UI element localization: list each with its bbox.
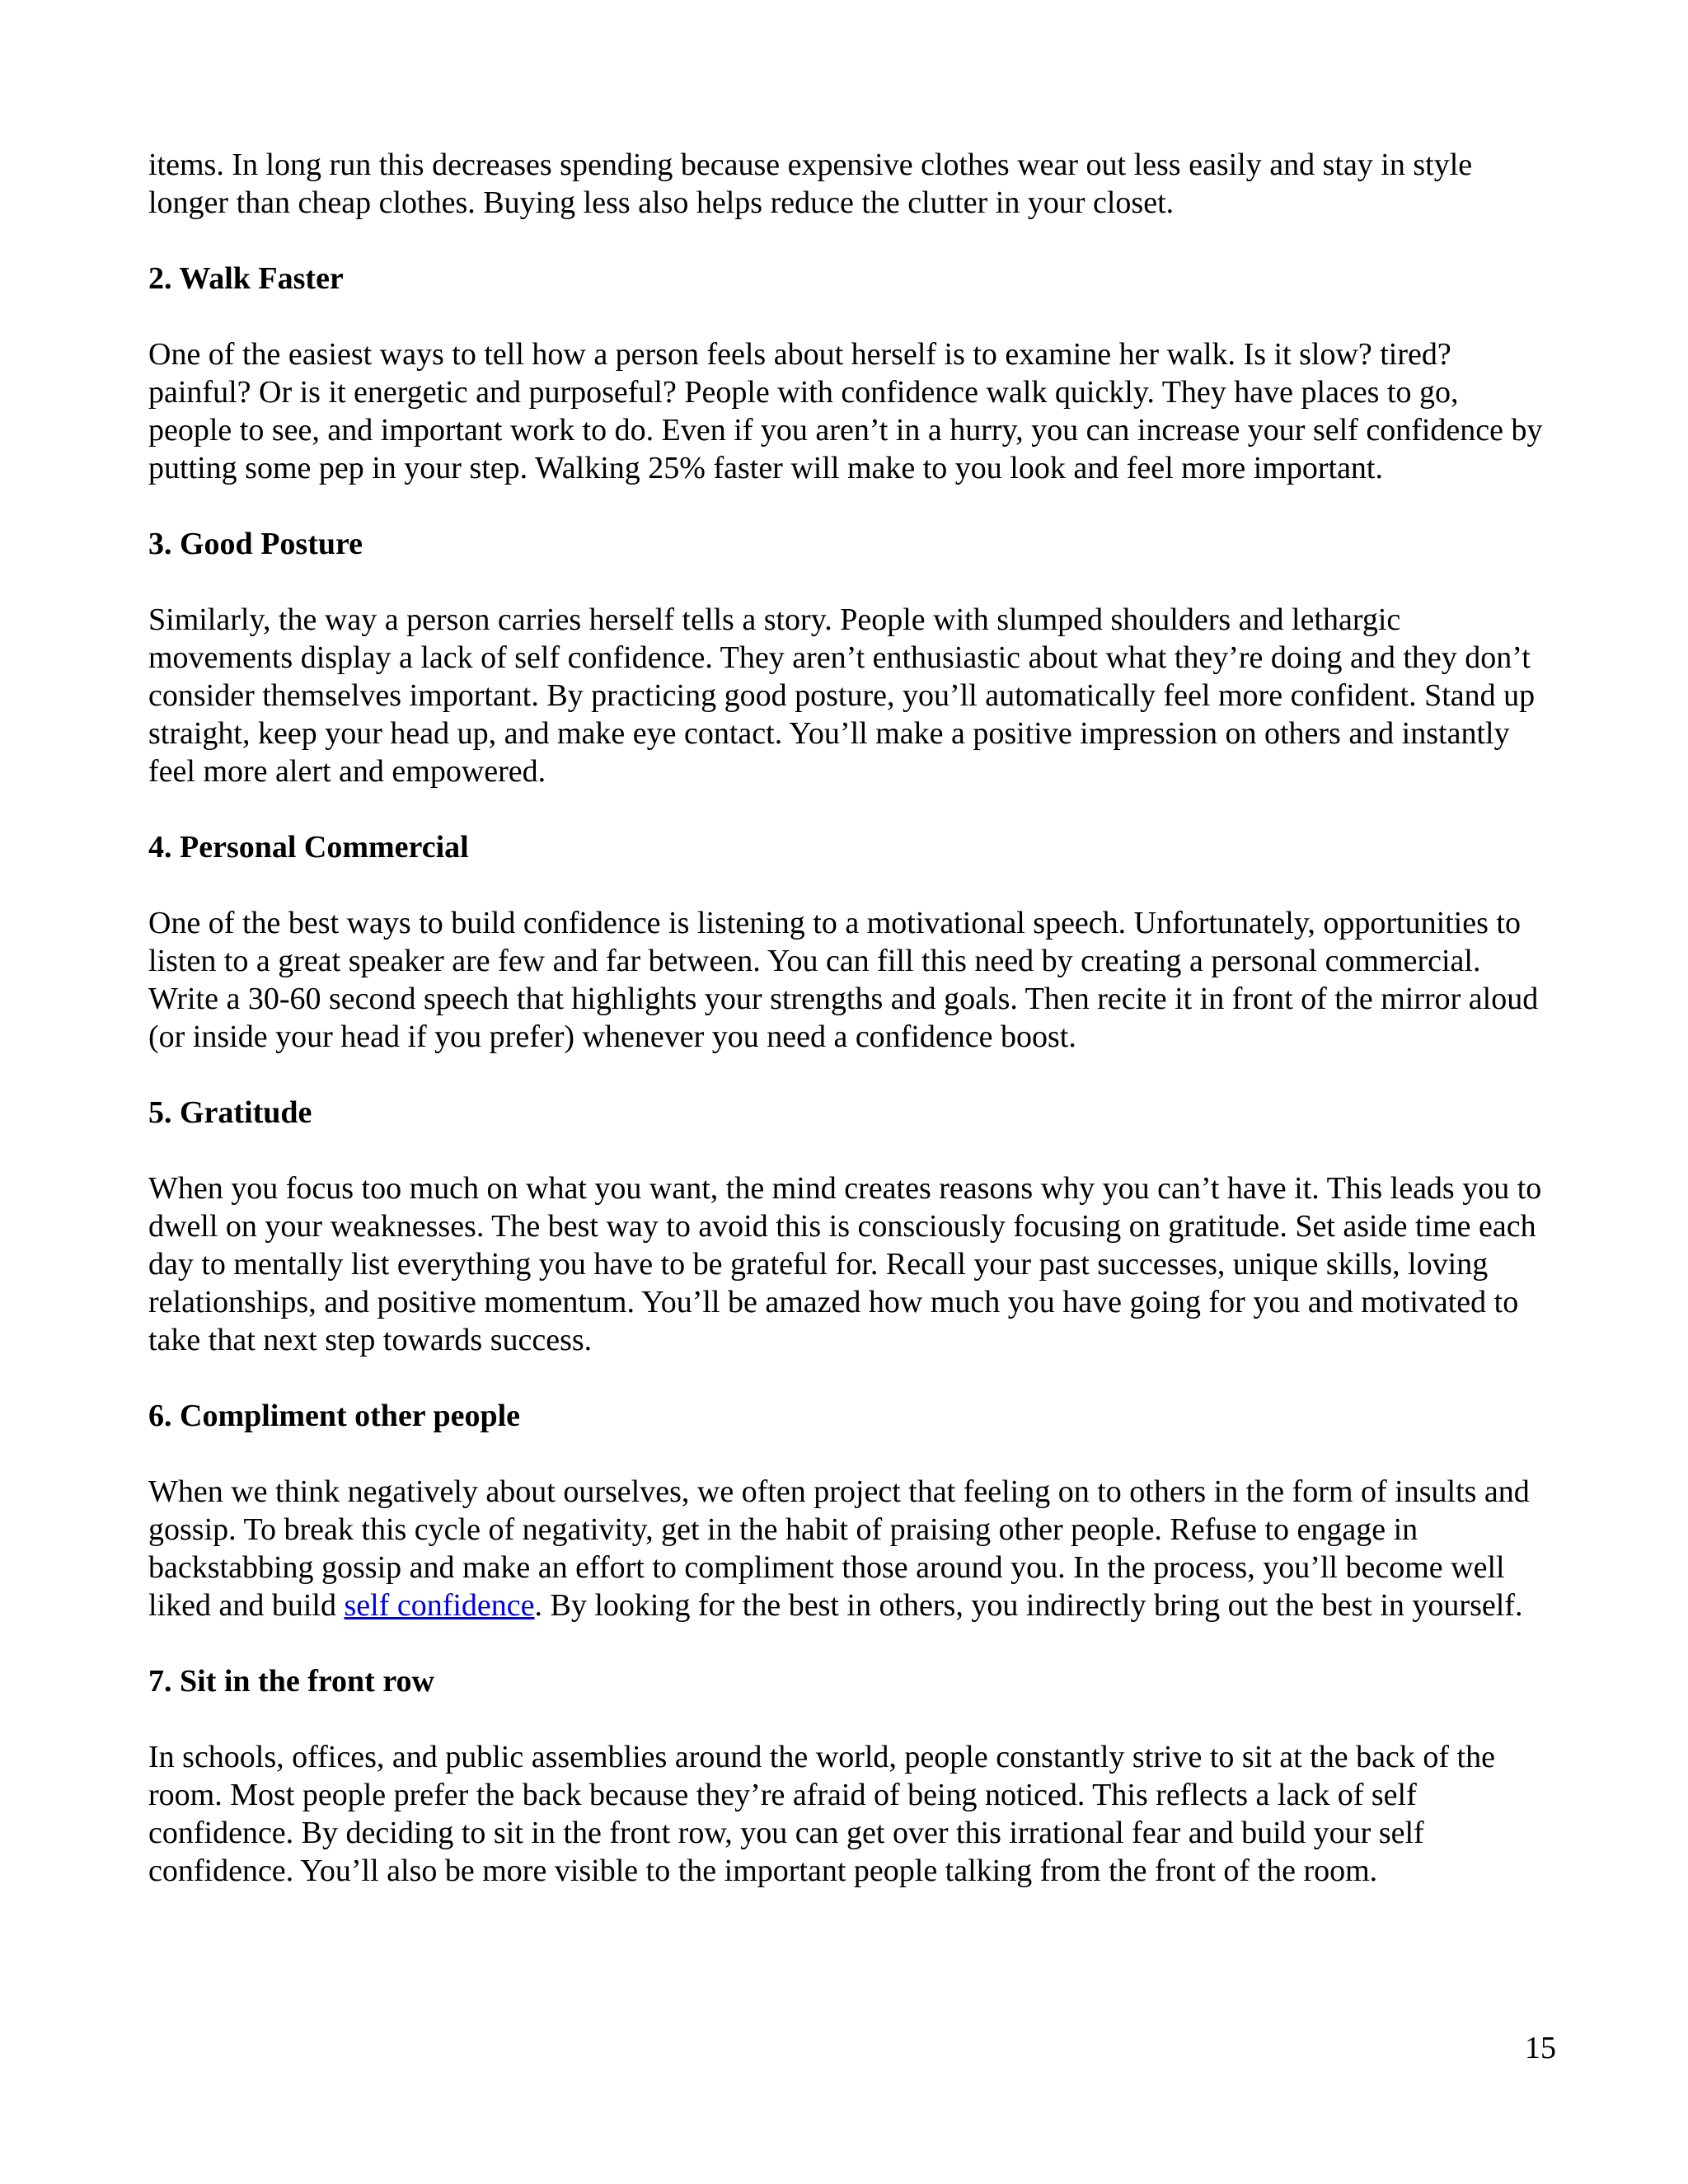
intro-paragraph: items. In long run this decreases spending because expensive clothes wear out less easily and stay in style longer than cheap clothes. Buying less also helps reduce the clutter in your closet.	[148, 148, 1473, 220]
page-number: 15	[1525, 2031, 1556, 2065]
paragraph-good-posture: Similarly, the way a person carries herself tells a story. People with slumped shoulders and lethargic movements display a lack of self confidence. They aren’t enthusiastic about what they’re doing and they don’t consider themselves important. By practicing good posture, you’ll automatically feel more confident. Stand up straight, keep your head up, and make eye contact. You’ll make a positive impression on others and instantly feel more alert and empowered.	[148, 602, 1536, 789]
paragraph-sit-in-front-row: In schools, offices, and public assemblies around the world, people constantly strive to sit at the back of the room. Most people prefer the back because they’re afraid of being noticed. This reflects a lack of self confidence. By deciding to sit in the front row, you can get over this irrational fear and build your self confidence. You’ll also be more visible to the important people talking from the front of the room.	[148, 1740, 1495, 1888]
paragraph-personal-commercial: One of the best ways to build confidence is listening to a motivational speech. Unfortunately, opportunities to listen to a great speaker are few and far between. You can fill this need by creating a personal commercial. Write a 30-60 second speech that highlights your strengths and goals. Then recite it in front of the mirror aloud (or inside your head if you prefer) whenever you need a confidence boost.	[148, 906, 1539, 1054]
heading-good-posture: 3. Good Posture	[148, 527, 363, 561]
heading-walk-faster: 2. Walk Faster	[148, 261, 344, 296]
paragraph-compliment-other-people	[148, 1473, 1550, 1624]
self-confidence-link[interactable]: self confidence	[344, 1588, 535, 1623]
paragraph-walk-faster: One of the easiest ways to tell how a person feels about herself is to examine her walk. Is it slow? tired? painful? Or is it energetic and purposeful? People with confidence walk quickly. They have places to go, people to see, and important work to do. Even if you aren’t in a hurry, you can increase your self confidence by putting some pep in your step. Walking 25% faster will make to you look and feel more important.	[148, 337, 1543, 485]
heading-compliment-other-people: 6. Compliment other people	[148, 1399, 521, 1433]
heading-personal-commercial: 4. Personal Commercial	[148, 830, 469, 865]
paragraph-compliment-text-before-link: When we think negatively about ourselves, we often project that feeling on to others in the form of insults and gossip. To break this cycle of negativity, get in the habit of praising other people. Refuse to engage in backstabbing gossip and make an effort to compliment those around you. In the process, you’ll become well liked and build	[148, 1474, 1530, 1623]
heading-sit-in-front-row: 7. Sit in the front row	[148, 1664, 434, 1699]
heading-gratitude: 5. Gratitude	[148, 1095, 312, 1130]
paragraph-gratitude: When you focus too much on what you want, the mind creates reasons why you can’t have it. This leads you to dwell on your weaknesses. The best way to avoid this is consciously focusing on gratitude. Set aside time each day to mentally list everything you have to be grateful for. Recall your past successes, unique skills, loving relationships, and positive momentum. You’ll be amazed how much you have going for you and motivated to take that next step towards success.	[148, 1171, 1542, 1357]
document-page	[148, 146, 1550, 1928]
paragraph-compliment-text-after-link: . By looking for the best in others, you indirectly bring out the best in yourself.	[534, 1588, 1523, 1623]
